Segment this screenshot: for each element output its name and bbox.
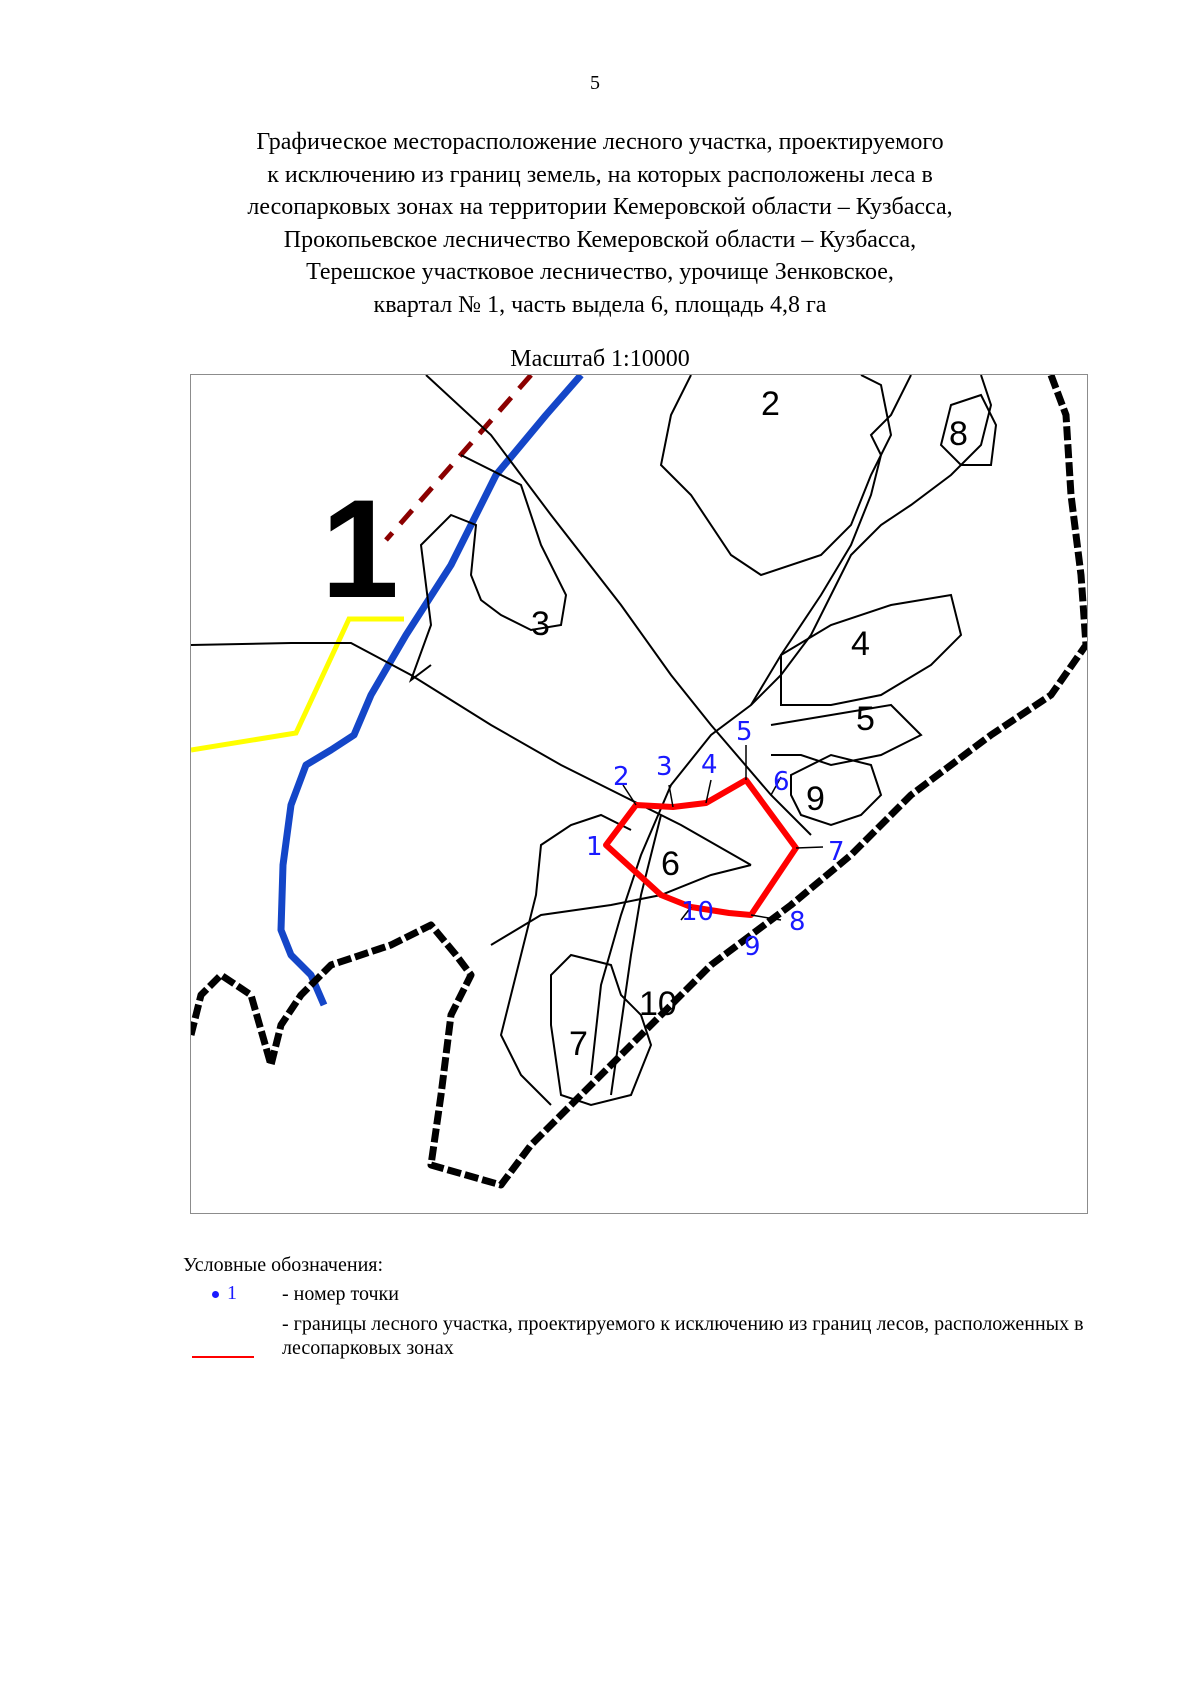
point-symbol-label: 1 <box>227 1282 237 1304</box>
vydel-label: 6 <box>661 845 680 883</box>
leader-lines <box>623 745 823 920</box>
forest-plot-boundary <box>606 780 796 915</box>
title-line: Графическое месторасположение лесного участка, проектируемого <box>256 129 944 155</box>
thin-lines <box>191 375 996 1105</box>
title-line: к исключению из границ земель, на которых расположены леса в <box>267 161 933 188</box>
vydel-label: 10 <box>639 985 677 1023</box>
yellow-line <box>191 619 404 750</box>
quarter-number: 1 <box>321 470 399 627</box>
title-line: квартал № 1, часть выдела 6, площадь 4,8 га <box>373 291 827 318</box>
point-label: 8 <box>789 907 806 937</box>
vydel-label: 4 <box>851 625 870 663</box>
point-label: 3 <box>656 752 673 782</box>
page-title <box>150 126 1050 321</box>
vydel-label: 8 <box>949 415 968 453</box>
vydel-label: 9 <box>806 780 825 818</box>
vydel-label: 7 <box>569 1025 588 1063</box>
point-symbol <box>190 1282 270 1305</box>
legend-point-text: - номер точки <box>282 1283 399 1305</box>
vydel-label: 3 <box>531 605 550 643</box>
point-label: 6 <box>773 767 790 797</box>
point-label: 5 <box>736 717 753 747</box>
map-frame <box>190 374 1088 1214</box>
vydel-label: 2 <box>761 385 780 423</box>
point-labels <box>586 717 845 962</box>
vydel-label: 5 <box>856 700 875 738</box>
map-scale: Масштаб 1:10000 <box>510 346 690 372</box>
point-label: 4 <box>701 750 718 780</box>
point-label: 7 <box>828 837 845 867</box>
point-label: 2 <box>613 762 630 792</box>
title-line: Прокопьевское лесничество Кемеровской области – Кузбасса, <box>283 226 917 253</box>
forest-map <box>191 375 1087 1213</box>
legend-title: Условные обозначения: <box>183 1254 384 1276</box>
point-dot-icon <box>212 1291 219 1298</box>
page-number: 5 <box>590 72 600 94</box>
title-line: Терешское участковое лесничество, урочище Зенковское, <box>306 259 894 285</box>
point-label: 10 <box>681 897 715 927</box>
point-label: 1 <box>586 832 603 862</box>
point-label: 9 <box>744 932 761 962</box>
red-line-icon <box>192 1356 254 1358</box>
title-line: лесопарковых зонах на территории Кемеровской области – Кузбасса, <box>247 194 953 220</box>
legend-boundary-text: - границы лесного участка, проектируемого к исключению из границ лесов, расположенных в лесопарковых зонах <box>282 1313 1084 1359</box>
